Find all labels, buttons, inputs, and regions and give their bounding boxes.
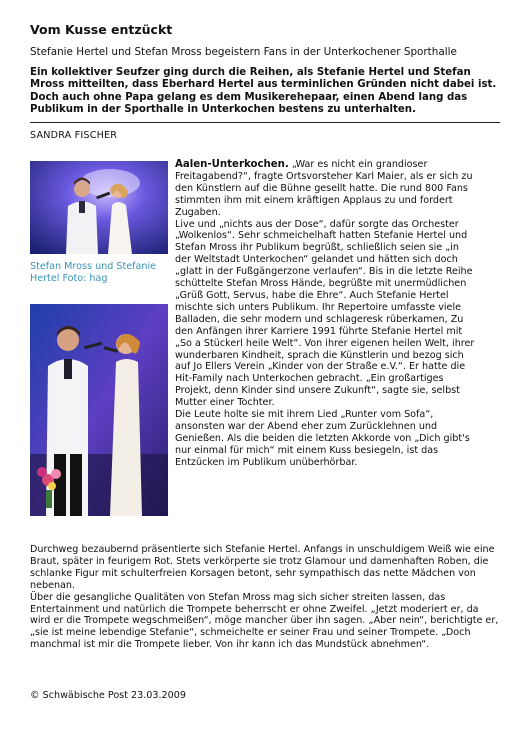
article-title: Vom Kusse entzückt xyxy=(30,22,173,37)
dateline: Aalen-Unterkochen. xyxy=(175,159,289,170)
article-lead: Ein kollektiver Seufzer ging durch die Reihen, als Stefanie Hertel und Stefan Mross mitteilten, dass Eberhard Hertel aus terminlichen Gründen nicht dabei ist. Doch auch ohne Papa gelang es dem Musikerehepaar, einen Abend lang das Publikum in der Sporthalle in Unterkochen bestens zu unterhalten. xyxy=(30,66,497,116)
divider xyxy=(30,122,500,123)
paragraph-1 xyxy=(175,159,475,219)
article-body-full-width xyxy=(30,544,500,651)
photo-caption: Stefan Mross und Stefanie Hertel Foto: hag xyxy=(30,261,157,284)
paragraph-4: Durchweg bezaubernd präsentierte sich Stefanie Hertel. Anfangs in unschuldigem Weiß wie eine Braut, später in feurigem Rot. Stets verkörperte sie trotz Glamour und damenhaften Roben, die schlanke Figur mit schulterfreien Korsagen betont, sehr sympathisch das nette Mädchen von nebenan. xyxy=(30,544,495,591)
paragraph-2: Live und „nichts aus der Dose“, dafür sorgte das Orchester „Wolkenlos“. Sehr schmeichelhaft hatten Stefanie Hertel und Stefan Mross ihr Publikum begrüßt, schließlich seien sie „in der Weltstadt Unterkochen“ gelandet und hätten sich doch „glatt in der Fußgängerzone verlaufen“. Bis in die letzte Reihe schüttelte Stefan Mross Hände, begrüßte mit unermüdlichen „Grüß Gott, Servus, habe die Ehre“. Auch Stefanie Hertel mischte sich unters Publikum. Ihr Repertoire umfasste viele Balladen, die sehr modern und schlageresk rüberkamen, Zu den Anfängen ihrer Karriere 1991 führte Stefanie Hertel mit „So a Stückerl heile Welt“. Von ihrer eigenen heilen Welt, ihrer wunderbaren Kindheit, sprach die Künstlerin und bezog sich auf Jo Ellers Verein „Kinder von der Straße e.V.“. Er hatte die Hit-Family nach Unterkochen gebracht. „Ein großartiges Projekt, denn Kinder sind unsere Zukunft“, sagte sie, selbst Mutter einer Tochter. xyxy=(175,218,475,409)
article xyxy=(30,22,500,156)
author-byline: SANDRA FISCHER xyxy=(30,129,118,141)
article-subtitle: Stefanie Hertel und Stefan Mross begeistern Fans in der Unterkochener Sporthalle xyxy=(30,46,457,58)
article-body-column xyxy=(175,159,475,469)
photo-couple-singing xyxy=(30,304,168,516)
paragraph-1-text: „War es nicht ein grandioser Freitagabend?“, fragte Ortsvorsteher Karl Maier, als er sich zu den Künstlern auf die Bühne gesellt hatte. Die rund 800 Fans stimmten ihm mit einem kräftigen Applaus zu und fordert Zugaben. xyxy=(175,159,473,218)
paragraph-5: Über die gesangliche Qualitäten von Stefan Mross mag sich sicher streiten lassen, das Entertainment und natürlich die Trompete beherrscht er ohne Zweifel. „Jetzt moderiert er, da wird er die Trompete wegschmeißen“, möge mancher über ihn sagen. „Aber nein“, berichtigte er, „sie ist meine lebendige Stefanie“, schmeichelte er seiner Frau und seiner Trompete. „Doch manchmal ist mir die Trompete lieber. Von ihr kann ich das Mundstück abnehmen“. xyxy=(30,591,499,651)
photo-duet-stage xyxy=(30,161,168,254)
paragraph-3: Die Leute holte sie mit ihrem Lied „Runter vom Sofa“, ansonsten war der Abend eher zum Zurücklehnen und Genießen. Als die beiden die letzten Akkorde von „Dich gibt's nur einmal für mich“ mit einem Kuss besiegeln, ist das Entzücken im Publikum unüberhörbar. xyxy=(175,409,470,468)
copyright-notice: © Schwäbische Post 23.03.2009 xyxy=(30,690,186,701)
